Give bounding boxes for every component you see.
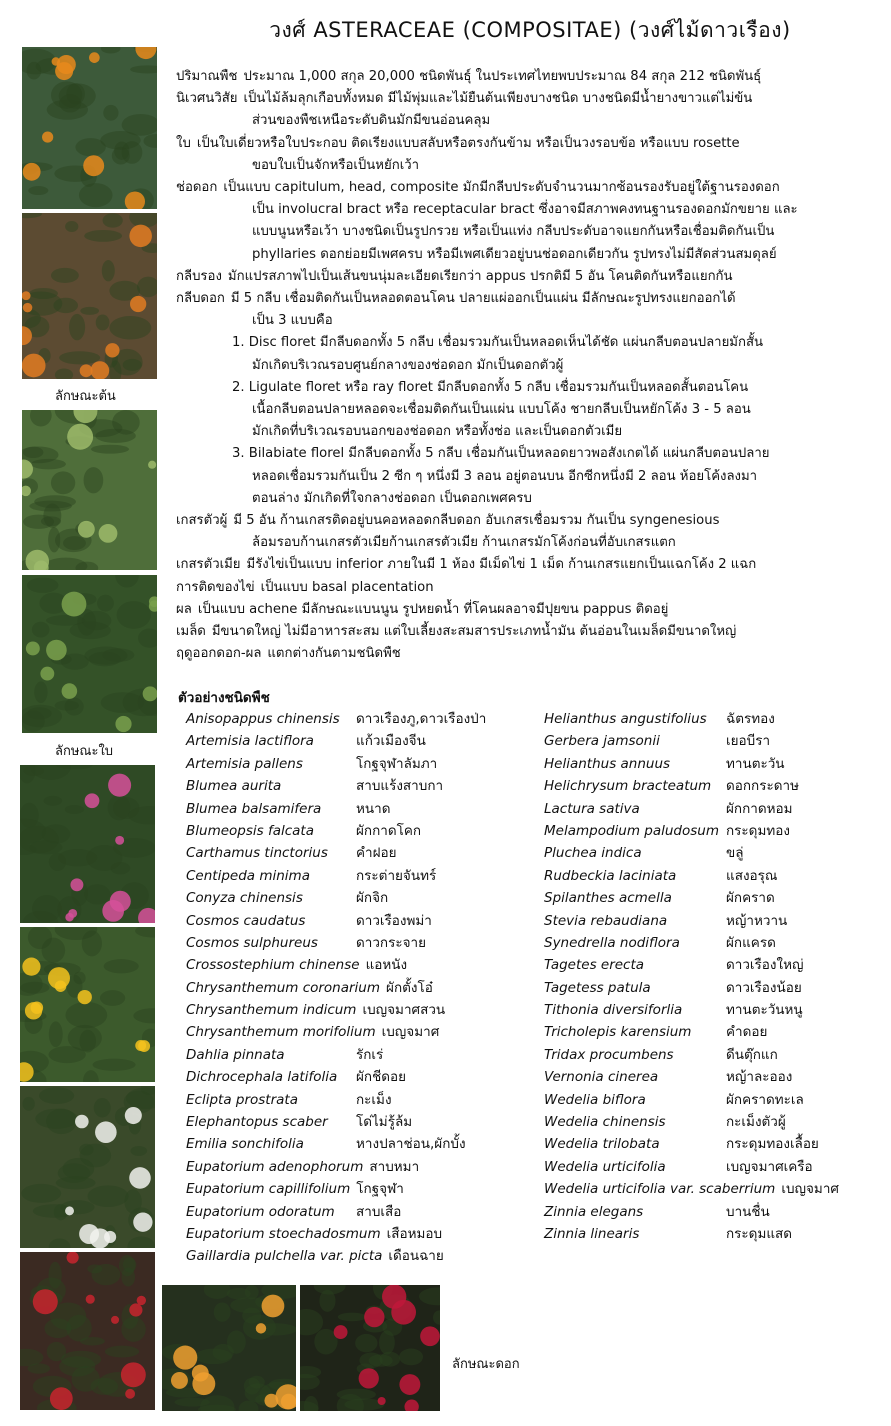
species-thai-name: เบญจมาศ xyxy=(381,1024,440,1041)
species-thai-name: สาบหมา xyxy=(369,1158,420,1175)
species-scientific-name: Tagetess patula xyxy=(544,979,651,996)
species-list-right xyxy=(544,708,839,1245)
species-scientific-name: Dahlia pinnata xyxy=(186,1046,285,1063)
species-row xyxy=(186,842,486,864)
species-row xyxy=(186,1156,486,1178)
species-row xyxy=(186,1133,486,1155)
description-text: 2. Ligulate floret หรือ ray floret มีกลีบดอกทั้ง 5 กลีบ เชื่อมรวมกันเป็นหลอดสั้นตอนโคน xyxy=(232,379,749,395)
species-row xyxy=(186,798,486,820)
species-thai-name: ผักแครด xyxy=(726,934,776,951)
species-row xyxy=(186,1201,486,1223)
description-line xyxy=(176,355,876,377)
species-scientific-name: Carthamus tinctorius xyxy=(186,845,328,862)
species-scientific-name: Artemisia pallens xyxy=(186,755,303,772)
species-scientific-name: Wedelia biflora xyxy=(544,1091,646,1108)
description-line xyxy=(176,377,876,399)
species-scientific-name: Tridax procumbens xyxy=(544,1046,674,1063)
species-row xyxy=(544,820,839,842)
species-thai-name: หนาด xyxy=(356,800,391,817)
description-line xyxy=(176,266,876,288)
description-line xyxy=(176,621,876,643)
photo-image xyxy=(22,575,157,733)
species-thai-name: เบญจมาศเครือ xyxy=(726,1158,813,1175)
species-scientific-name: Eupatorium stoechadosmum xyxy=(186,1225,381,1242)
species-scientific-name: Vernonia cinerea xyxy=(544,1069,659,1086)
description-text: มี 5 อัน ก้านเกสรติดอยู่บนคอหลอดกลีบดอก อับเกสรเชื่อมรวม กันเป็น syngenesious xyxy=(233,513,720,529)
photo-image xyxy=(22,213,157,379)
species-thai-name: ดาวเรืองภู,ดาวเรืองป่า xyxy=(356,711,487,727)
species-thai-name: แสงอรุณ xyxy=(726,867,778,884)
description-line xyxy=(176,577,876,599)
description-line xyxy=(176,221,876,243)
species-row xyxy=(544,708,839,730)
photo-image xyxy=(20,1086,155,1248)
species-row xyxy=(186,1223,486,1245)
species-scientific-name: Tithonia diversiforlia xyxy=(544,1002,683,1019)
species-scientific-name: Wedelia urticifolia xyxy=(544,1158,666,1175)
species-scientific-name: Eupatorium capillifolium xyxy=(186,1181,351,1198)
description-line xyxy=(176,155,876,177)
page-title: วงศ์ ASTERACEAE (COMPOSITAE) (วงศ์ไม้ดาวเรือง) xyxy=(269,18,791,42)
species-row xyxy=(544,775,839,797)
species-thai-name: โกฐจุฬา xyxy=(356,1181,404,1198)
species-row xyxy=(544,1066,839,1088)
description-line xyxy=(176,88,876,110)
species-scientific-name: Helianthus annuus xyxy=(544,755,671,772)
description-text: มี 5 กลีบ เชื่อมติดกันเป็นหลอดตอนโคน ปลายแผ่ออกเป็นแผ่น มีลักษณะรูปทรงแยกออกได้ xyxy=(230,291,736,307)
species-scientific-name: Melampodium paludosum xyxy=(544,822,719,839)
species-scientific-name: Wedelia chinensis xyxy=(544,1114,666,1131)
species-scientific-name: Wedelia trilobata xyxy=(544,1136,660,1153)
species-row xyxy=(544,999,839,1021)
description-line xyxy=(176,599,876,621)
description-text: หลอดเชื่อมรวมกันเป็น 2 ซีก ๆ หนึ่งมี 3 ลอน อยู่ตอนบน อีกซีกหนึ่งมี 2 ลอน ห้อยโค้งลงมา xyxy=(252,468,758,484)
species-thai-name: หญ้าละออง xyxy=(726,1069,793,1086)
description-text: เป็นแบบ capitulum, head, composite มักมีกลีบประดับจำนวนมากซ้อนรองรับอยู่ใต้ฐานรองดอก xyxy=(223,180,780,196)
description-text: 1. Disc floret มีกลีบดอกทั้ง 5 กลีบ เชื่อมรวมกันเป็นหลอดเห็นได้ชัด แผ่นกลีบตอนปลายมักสั้น xyxy=(232,335,764,351)
species-row xyxy=(544,954,839,976)
species-thai-name: รักเร่ xyxy=(356,1046,384,1063)
description-label: เกสรตัวผู้ xyxy=(176,513,228,529)
species-scientific-name: Synedrella nodiflora xyxy=(544,934,680,951)
species-row xyxy=(186,708,486,730)
species-thai-name: เบญจมาศ xyxy=(781,1181,839,1198)
photo-image xyxy=(20,1252,155,1410)
species-thai-name: ผักกาดหอม xyxy=(726,800,793,817)
species-scientific-name: Gaillardia pulchella var. picta xyxy=(186,1248,383,1265)
habit-caption: ลักษณะต้น xyxy=(55,389,116,404)
species-row xyxy=(544,977,839,999)
species-row xyxy=(544,1223,839,1245)
species-row xyxy=(544,1044,839,1066)
species-row xyxy=(544,798,839,820)
species-thai-name: สาบแร้งสาบกา xyxy=(356,778,444,795)
species-thai-name: ผักจิก xyxy=(356,890,389,907)
species-thai-name: เดือนฉาย xyxy=(388,1248,444,1265)
description-label: เกสรตัวเมีย xyxy=(176,557,241,573)
species-scientific-name: Zinnia linearis xyxy=(544,1225,640,1242)
species-scientific-name: Eclipta prostrata xyxy=(186,1091,298,1108)
species-thai-name: แอหนัง xyxy=(365,957,408,974)
species-row xyxy=(544,1201,839,1223)
description-text: 3. Bilabiate florel มีกลีบดอกทั้ง 5 กลีบ เชื่อมกันเป็นหลอดยาวพอสังเกตได้ แผ่นกลีบตอนปลาย xyxy=(232,446,770,462)
description-text: เป็นแบบ basal placentation xyxy=(260,579,434,595)
species-thai-name: สาบเสือ xyxy=(356,1203,402,1220)
species-scientific-name: Crossostephium chinense xyxy=(186,957,360,974)
flower-photo-6 xyxy=(300,1285,440,1411)
species-thai-name: ทานตะวัน xyxy=(726,755,785,772)
species-thai-name: ดาวเรืองน้อย xyxy=(726,979,802,996)
description-text: แตกต่างกันตามชนิดพืช xyxy=(267,646,401,662)
description-label: ช่อดอก xyxy=(176,180,218,196)
description-text: ตอนล่าง มักเกิดที่ใจกลางช่อดอก เป็นดอกเพศครบ xyxy=(252,490,532,506)
species-scientific-name: Elephantopus scaber xyxy=(186,1114,328,1131)
species-scientific-name: Rudbeckia laciniata xyxy=(544,867,677,884)
species-row xyxy=(186,865,486,887)
description-line xyxy=(176,110,876,132)
species-thai-name: ฉัตรทอง xyxy=(726,711,775,727)
species-thai-name: กะเม็งตัวผู้ xyxy=(726,1114,786,1131)
species-thai-name: คำดอย xyxy=(726,1024,768,1041)
species-row xyxy=(186,1111,486,1133)
species-row xyxy=(544,932,839,954)
species-row xyxy=(544,1156,839,1178)
description-label: กลีบรอง xyxy=(176,268,222,284)
description-text: ส่วนของพืชเหนือระดับดินมักมีขนอ่อนคลุม xyxy=(252,113,491,129)
species-thai-name: หญ้าหวาน xyxy=(726,912,788,929)
photo-image xyxy=(22,410,157,570)
species-scientific-name: Spilanthes acmella xyxy=(544,890,672,907)
description-label: นิเวศนวิสัย xyxy=(176,91,238,107)
description-line xyxy=(176,244,876,266)
species-row xyxy=(544,1178,839,1200)
description-text: ล้อมรอบก้านเกสรตัวเมียก้านเกสรตัวเมีย ก้านเกสรมักโค้งก่อนที่อับเกสรแตก xyxy=(252,535,676,551)
description-label: ผล xyxy=(176,601,192,617)
species-thai-name: กระดุมแสด xyxy=(726,1225,793,1242)
habit-photo-1 xyxy=(22,47,157,209)
species-row xyxy=(186,1089,486,1111)
flower-photo-3 xyxy=(20,1086,155,1248)
species-thai-name: โกฐจุฬาลัมภา xyxy=(356,755,438,772)
species-scientific-name: Helichrysum bracteatum xyxy=(544,778,712,795)
species-thai-name: เสือหมอบ xyxy=(386,1225,443,1242)
species-scientific-name: Tricholepis karensium xyxy=(544,1024,692,1041)
species-scientific-name: Centipeda minima xyxy=(186,867,310,884)
flower-photo-1 xyxy=(20,765,155,923)
photo-image xyxy=(162,1285,296,1411)
description-label: ใบ xyxy=(176,135,191,151)
species-scientific-name: Stevia rebaudiana xyxy=(544,912,668,929)
species-scientific-name: Chrysanthemum coronarium xyxy=(186,979,381,996)
description-line xyxy=(176,288,876,310)
species-scientific-name: Artemisia lactiflora xyxy=(186,733,314,750)
description-text: ประมาณ 1,000 สกุล 20,000 ชนิดพันธุ์ ในประเทศไทยพบประมาณ 84 สกุล 212 ชนิดพันธุ์ xyxy=(243,69,762,84)
description-text: เนื้อกลีบตอนปลายหลอดจะเชื่อมติดกันเป็นแผ่น แบบโค้ง ชายกลีบเป็นหยักโค้ง 3 - 5 ลอน xyxy=(252,402,751,418)
description-line xyxy=(176,421,876,443)
species-thai-name: ผักชีดอย xyxy=(356,1069,407,1086)
flower-photo-5 xyxy=(162,1285,296,1411)
species-row xyxy=(186,910,486,932)
description-line xyxy=(176,643,876,665)
leaf-caption: ลักษณะใบ xyxy=(55,744,114,759)
species-thai-name: กระดุมทอง xyxy=(726,822,790,839)
description-line xyxy=(176,554,876,576)
description-line xyxy=(176,510,876,532)
species-row xyxy=(186,977,486,999)
species-row xyxy=(544,842,839,864)
species-thai-name: แก้วเมืองจีน xyxy=(356,733,426,750)
species-row xyxy=(186,932,486,954)
description-label: กลีบดอก xyxy=(176,291,225,307)
species-scientific-name: Pluchea indica xyxy=(544,845,642,862)
species-scientific-name: Cosmos sulphureus xyxy=(186,934,318,951)
species-scientific-name: Eupatorium odoratum xyxy=(186,1203,335,1220)
description-text: มักเกิดที่บริเวณรอบนอกของช่อดอก หรือทั้งช่อ และเป็นดอกตัวเมีย xyxy=(252,424,623,440)
species-row xyxy=(186,1066,486,1088)
description-text: phyllaries ดอกย่อยมีเพศครบ หรือมีเพศเดียวอยู่บนช่อดอกเดียวกัน รูปทรงไม่มีสัดส่วนสมดุลย์ xyxy=(252,246,777,262)
species-row xyxy=(186,820,486,842)
species-scientific-name: Dichrocephala latifolia xyxy=(186,1069,338,1086)
species-thai-name: ดีนตุ๊กแก xyxy=(726,1046,778,1063)
flower-caption: ลักษณะดอก xyxy=(452,1357,520,1372)
description-text: มีรังไข่เป็นแบบ inferior ภายในมี 1 ห้อง มีเม็ดไข่ 1 เม็ด ก้านเกสรแยกเป็นแฉกโค้ง 2 แฉก xyxy=(246,557,757,573)
species-row xyxy=(544,730,839,752)
species-row xyxy=(186,999,486,1021)
description-line xyxy=(176,466,876,488)
leaf-photo-1 xyxy=(22,410,157,570)
species-thai-name: หางปลาช่อน,ผักบั้ง xyxy=(356,1136,466,1153)
photo-image xyxy=(20,765,155,923)
description-line xyxy=(176,133,876,155)
species-row xyxy=(186,1245,486,1267)
species-thai-name: ผักตั้งโอ๋ xyxy=(386,979,433,996)
description-label: เมล็ด xyxy=(176,624,206,640)
species-scientific-name: Chrysanthemum indicum xyxy=(186,1002,357,1019)
species-thai-name: ขลู่ xyxy=(726,845,744,862)
species-scientific-name: Tagetes erecta xyxy=(544,957,645,974)
species-thai-name: โด่ไม่รู้ล้ม xyxy=(356,1114,413,1131)
description-text: แบบนูนหรือเว้า บางชนิดเป็นรูปกรวย หรือเป็นแท่ง กลีบประดับอาจแยกกันหรือเชื่อมติดกันเป็น xyxy=(252,224,775,240)
description-text: มักแปรสภาพไปเป็นเส้นขนนุ่มละเอียดเรียกว่า appus ปรกติมี 5 อัน โคนติดกันหรือแยกกัน xyxy=(227,268,733,284)
leaf-photo-2 xyxy=(22,575,157,733)
species-row xyxy=(544,753,839,775)
species-scientific-name: Blumea aurita xyxy=(186,778,282,795)
species-scientific-name: Zinnia elegans xyxy=(544,1203,644,1220)
description-line xyxy=(176,488,876,510)
species-thai-name: กระดุมทองเลื้อย xyxy=(726,1136,819,1153)
flower-photo-4 xyxy=(20,1252,155,1410)
species-scientific-name: Anisopappus chinensis xyxy=(186,711,340,727)
species-thai-name: กระต่ายจันทร์ xyxy=(356,867,437,884)
species-scientific-name: Conyza chinensis xyxy=(186,890,303,907)
description-text: มักเกิดบริเวณรอบศูนย์กลางของช่อดอก มักเป็นดอกตัวผู้ xyxy=(252,357,564,373)
species-row xyxy=(186,887,486,909)
species-scientific-name: Cosmos caudatus xyxy=(186,912,306,929)
species-row xyxy=(544,1021,839,1043)
description-line xyxy=(176,66,876,88)
description-label: ปริมาณพืช xyxy=(176,69,238,84)
species-thai-name: ดาวกระจาย xyxy=(356,934,427,951)
species-row xyxy=(544,910,839,932)
description-line xyxy=(176,199,876,221)
description-text: เป็น involucral bract หรือ receptacular bract ซึ่งอาจมีสภาพคงทนฐานรองดอกมักขยาย และ xyxy=(252,202,798,218)
species-scientific-name: Emilia sonchifolia xyxy=(186,1136,304,1153)
habit-photo-2 xyxy=(22,213,157,379)
species-scientific-name: Lactura sativa xyxy=(544,800,640,817)
species-row xyxy=(544,887,839,909)
photo-image xyxy=(20,927,155,1082)
species-row xyxy=(544,1089,839,1111)
species-scientific-name: Blumea balsamifera xyxy=(186,800,322,817)
species-row xyxy=(186,1178,486,1200)
species-thai-name: คำฝอย xyxy=(356,845,397,862)
description-label: ฤดูออกดอก-ผล xyxy=(176,646,262,662)
description-text: เป็นไม้ล้มลุกเกือบทั้งหมด มีไม้พุ่มและไม้ยืนต้นเพียงบางชนิด บางชนิดมีน้ำยางขาวแต่ไม่ข้น xyxy=(243,91,753,107)
description-line xyxy=(176,399,876,421)
species-row xyxy=(186,730,486,752)
photo-image xyxy=(300,1285,440,1411)
species-thai-name: ผักคราดทะเล xyxy=(726,1091,804,1108)
species-row xyxy=(186,775,486,797)
photo-image xyxy=(22,47,157,209)
species-scientific-name: Eupatorium adenophorum xyxy=(186,1158,364,1175)
species-scientific-name: Gerbera jamsonii xyxy=(544,733,660,750)
species-row xyxy=(186,954,486,976)
species-thai-name: บานชื่น xyxy=(726,1203,770,1220)
description-line xyxy=(176,332,876,354)
species-row xyxy=(186,1021,486,1043)
species-thai-name: เบญจมาศสวน xyxy=(362,1002,446,1019)
examples-heading: ตัวอย่างชนิดพืช xyxy=(178,690,270,706)
species-row xyxy=(544,865,839,887)
species-thai-name: ดาวเรืองใหญ่ xyxy=(726,957,804,974)
species-thai-name: กะเม็ง xyxy=(356,1091,392,1108)
description-line xyxy=(176,177,876,199)
species-thai-name: ผักกาดโคก xyxy=(356,822,422,839)
description-text: เป็นใบเดี่ยวหรือใบประกอบ ติดเรียงแบบสลับหรือตรงกันข้าม หรือเป็นวงรอบข้อ หรือแบบ rosette xyxy=(196,135,740,151)
species-thai-name: เยอบีรา xyxy=(726,733,771,750)
description-label: การติดของไข่ xyxy=(176,579,255,595)
description-text: มีขนาดใหญ่ ไม่มีอาหารสะสม แต่ใบเลี้ยงสะสมสารประเภทน้ำมัน ต้นอ่อนในเมล็ดมีขนาดใหญ่ xyxy=(211,624,737,640)
species-scientific-name: Chrysanthemum morifolium xyxy=(186,1024,376,1041)
description-text: เป็นแบบ achene มีลักษณะแบนนูน รูปหยดน้ำ ที่โคนผลอาจมีปุยขน pappus ติดอยู่ xyxy=(197,601,669,617)
description-line xyxy=(176,310,876,332)
species-scientific-name: Blumeopsis falcata xyxy=(186,822,314,839)
species-row xyxy=(544,1111,839,1133)
description-line xyxy=(176,443,876,465)
description-line xyxy=(176,532,876,554)
species-scientific-name: Wedelia urticifolia var. scaberrium xyxy=(544,1181,776,1198)
species-thai-name: ทานตะวันหนู xyxy=(726,1002,803,1019)
description-text: ขอบใบเป็นจักหรือเป็นหยักเว้า xyxy=(252,157,420,173)
species-row xyxy=(544,1133,839,1155)
species-thai-name: ดาวเรืองพม่า xyxy=(356,912,432,929)
species-row xyxy=(186,753,486,775)
species-thai-name: ผักคราด xyxy=(726,890,775,907)
species-scientific-name: Helianthus angustifolius xyxy=(544,711,707,727)
flower-photo-2 xyxy=(20,927,155,1082)
species-thai-name: ดอกกระดาษ xyxy=(726,778,799,795)
species-row xyxy=(186,1044,486,1066)
description-text: เป็น 3 แบบคือ xyxy=(252,313,333,329)
species-list-left xyxy=(186,708,486,1268)
family-description xyxy=(176,66,876,665)
